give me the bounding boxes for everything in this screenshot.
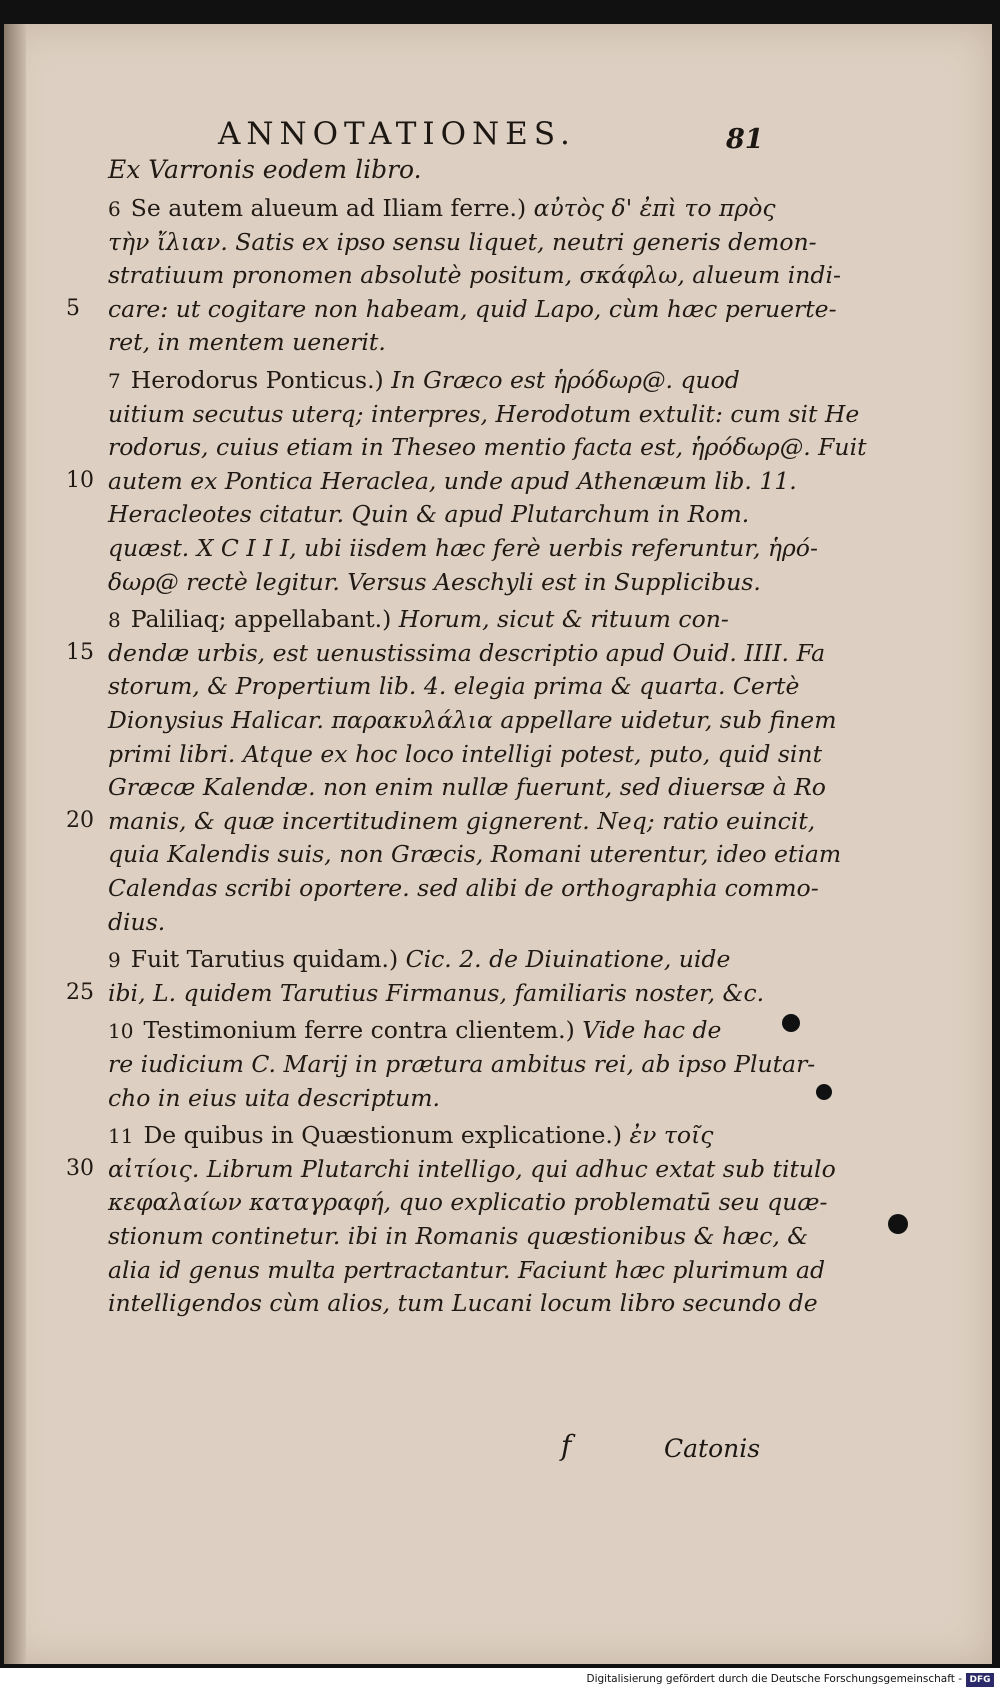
running-head: ANNOTATIONES. xyxy=(218,116,576,152)
text-line: manis, & quæ incertitudinem gignerent. Neq; ratio euincit, xyxy=(108,806,816,835)
text-line: τὴν ἴλιαν. Satis ex ipso sensu liquet, neutri generis demon- xyxy=(108,227,817,256)
text-line: Græcæ Kalendæ. non enim nullæ fuerunt, sed diuersæ à Ro xyxy=(108,773,826,802)
margin-line-number: 15 xyxy=(66,639,94,665)
text-line: quæst. X C I I I, ubi iisdem hæc ferè uerbis referuntur, ἡρό- xyxy=(108,534,818,562)
text-line: re iudicium C. Marij in prætura ambitus rei, ab ipso Plutar- xyxy=(108,1050,816,1078)
text-line xyxy=(108,192,776,225)
margin-line-number: 30 xyxy=(66,1155,94,1181)
margin-line-number: 10 xyxy=(66,467,94,493)
text-line: Heracleotes citatur. Quin & apud Plutarchum in Rom. xyxy=(108,500,750,529)
commentary-text: In Græco est ἡρόδωρ@. quod xyxy=(383,366,740,394)
ink-spot xyxy=(888,1214,908,1234)
text-line: alia id genus multa pertractantur. Faciunt hæc plurimum ad xyxy=(108,1255,826,1284)
text-line: autem ex Pontica Heraclea, unde apud Athenæum lib. 11. xyxy=(108,466,797,495)
text-line: intelligendos cùm alios, tum Lucani locum libro secundo de xyxy=(108,1289,818,1318)
folio-number: 81 xyxy=(726,124,764,155)
note-number: 10 xyxy=(108,1019,134,1044)
text-line: uitium secutus uterq; interpres, Herodotum extulit: cum sit He xyxy=(108,399,860,428)
text-line: dendæ urbis, est uenustissima descriptio apud Ouid. IIII. Fa xyxy=(108,638,826,667)
digitization-footer xyxy=(0,1668,1000,1695)
text-line xyxy=(108,364,768,397)
signature-mark: f xyxy=(561,1429,572,1462)
note-number: 7 xyxy=(108,369,121,393)
commentary-text: ἐν τοῖς xyxy=(622,1121,714,1150)
text-line xyxy=(108,943,768,976)
text-line: ibi, L. quidem Tarutius Firmanus, familiaris noster, &c. xyxy=(108,978,765,1007)
text-line: rodorus, cuius etiam in Theseo mentio facta est, ἡρόδωρ@. Fuit xyxy=(108,433,867,462)
section-title: Ex Varronis eodem libro. xyxy=(108,155,422,184)
text-line: quia Kalendis suis, non Græcis, Romani uterentur, ideo etiam xyxy=(108,840,842,869)
lemma: Fuit Tarutius quidam.) xyxy=(130,945,399,974)
text-line: dius. xyxy=(108,907,166,936)
text-line: storum, & Propertium lib. 4. elegia prima & quarta. Certè xyxy=(108,672,800,701)
margin-line-number: 20 xyxy=(66,807,94,833)
text-line: Dionysius Halicar. παρακυλάλια appellare uidetur, sub finem xyxy=(108,706,837,734)
commentary-text: αὐτὸς δ' ἐπὶ το πρὸς xyxy=(526,194,776,222)
note-number: 8 xyxy=(108,608,121,633)
lemma: Paliliaq; appellabant.) xyxy=(130,605,392,634)
commentary-text: Horum, sicut & rituum con- xyxy=(391,605,729,634)
text-line: δωρ@ rectè legitur. Versus Aeschyli est in Supplicibus. xyxy=(108,567,761,596)
note-number: 11 xyxy=(108,1124,134,1149)
lemma: Se autem alueum ad Iliam ferre.) xyxy=(130,194,527,222)
lemma: De quibus in Quæstionum explicatione.) xyxy=(143,1121,623,1150)
text-line: stionum continetur. ibi in Romanis quæstionibus & hæc, & xyxy=(108,1222,809,1250)
dfg-logo: DFG xyxy=(966,1673,994,1687)
note-number: 9 xyxy=(108,948,121,973)
text-line: κεφαλαίων καταγραφή, quo explicatio problematū seu quæ- xyxy=(108,1188,828,1217)
text-line: Calendas scribi oportere. sed alibi de orthographia commo- xyxy=(108,874,819,902)
book-page xyxy=(4,24,992,1664)
text-line: ret, in mentem uenerit. xyxy=(108,328,386,357)
note-number: 6 xyxy=(108,197,121,221)
lemma: Herodorus Ponticus.) xyxy=(130,366,384,394)
text-line: αἰτίοις. Librum Plutarchi intelligo, qui adhuc extat sub titulo xyxy=(108,1154,836,1183)
funding-credit: Digitalisierung gefördert durch die Deutsche Forschungsgemeinschaft - xyxy=(586,1673,962,1685)
ink-spot xyxy=(816,1084,832,1100)
page-spine-shadow xyxy=(4,24,26,1664)
text-line xyxy=(108,603,768,636)
commentary-text: Cic. 2. de Diuinatione, uide xyxy=(398,945,731,974)
text-line xyxy=(108,1014,768,1047)
text-line xyxy=(108,1119,768,1152)
margin-line-number: 5 xyxy=(66,295,80,321)
margin-line-number: 25 xyxy=(66,979,94,1005)
commentary-text: Vide hac de xyxy=(574,1016,722,1045)
catchword: Catonis xyxy=(664,1434,761,1463)
lemma: Testimonium ferre contra clientem.) xyxy=(143,1016,575,1045)
ink-spot xyxy=(782,1014,800,1032)
text-line: primi libri. Atque ex hoc loco intelligi potest, puto, quid sint xyxy=(108,739,823,768)
text-line: cho in eius uita descriptum. xyxy=(108,1083,440,1112)
text-line: stratiuum pronomen absolutè positum, σκάφλω, alueum indi- xyxy=(108,261,841,290)
text-line: care: ut cogitare non habeam, quid Lapo, cùm hæc peruerte- xyxy=(108,294,837,323)
